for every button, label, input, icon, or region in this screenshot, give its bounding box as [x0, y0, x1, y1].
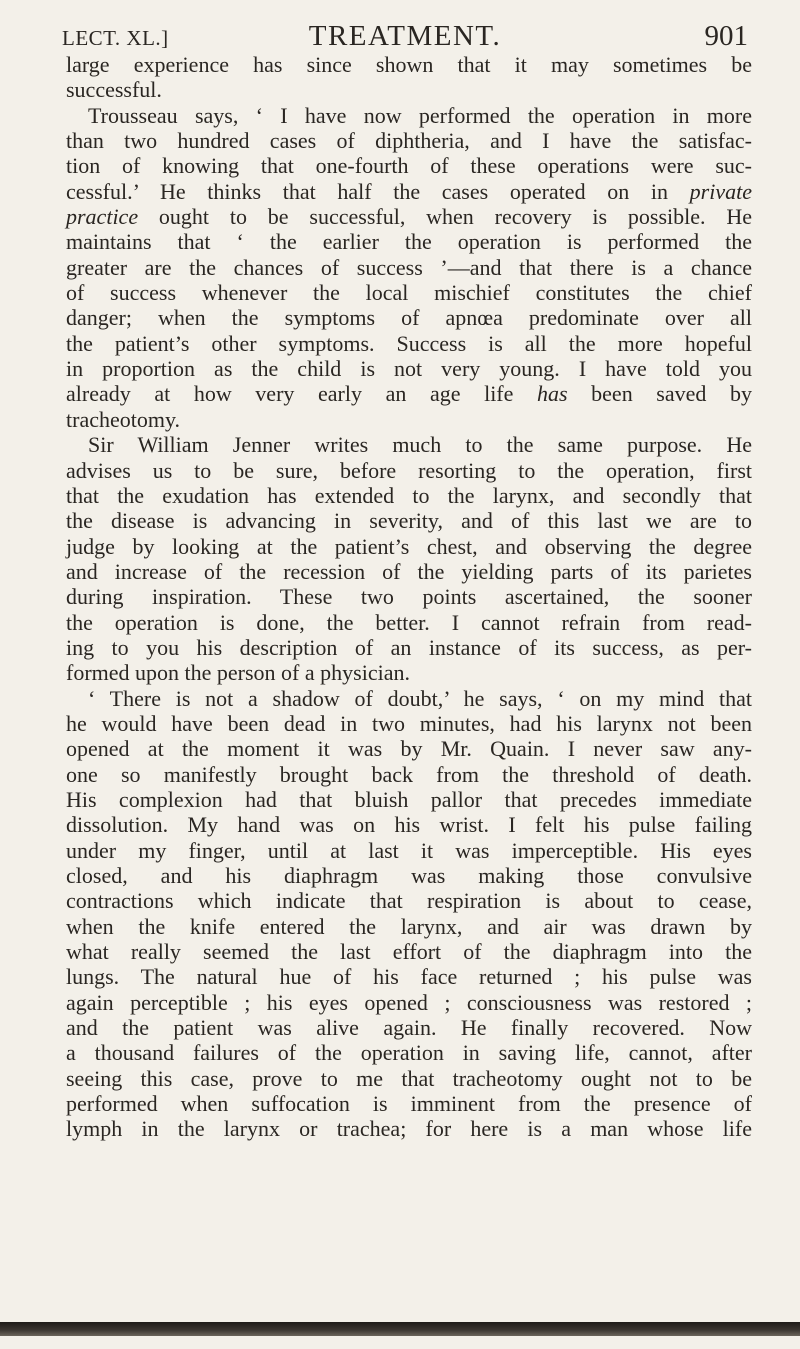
page-edge-rule	[0, 1322, 800, 1336]
text-line: the operation is done, the better. I cannot refrain from read-	[66, 609, 752, 635]
body-text	[66, 52, 752, 1142]
text-line: again perceptible ; his eyes opened ; consciousness was restored ;	[66, 989, 752, 1015]
text-line: he would have been dead in two minutes, had his larynx not been	[66, 710, 752, 736]
page-number: 901	[704, 20, 748, 52]
text-line: judge by looking at the patient’s chest, and observing the degree	[66, 533, 752, 559]
text-line: in proportion as the child is not very young. I have told you	[66, 356, 752, 382]
text-line: when the knife entered the larynx, and air was drawn by	[66, 913, 752, 939]
text-line: seeing this case, prove to me that tracheotomy ought not to be	[66, 1065, 752, 1091]
text-line: His complexion had that bluish pallor that precedes immediate	[66, 786, 752, 812]
running-header	[62, 18, 748, 54]
text-line: under my finger, until at last it was imperceptible. His eyes	[66, 837, 752, 863]
text-line: cessful.’ He thinks that half the cases operated on in private	[66, 178, 752, 204]
text-line: contractions which indicate that respiration is about to cease,	[66, 888, 752, 914]
text-line: maintains that ‘ the earlier the operation is performed the	[66, 229, 752, 255]
text-line: the disease is advancing in severity, and of this last we are to	[66, 508, 752, 534]
text-line: and the patient was alive again. He finally recovered. Now	[66, 1015, 752, 1041]
text-line: ‘ There is not a shadow of doubt,’ he says, ‘ on my mind that	[88, 685, 752, 711]
text-line: what really seemed the last effort of the diaphragm into the	[66, 939, 752, 965]
text-line: closed, and his diaphragm was making those convulsive	[66, 863, 752, 888]
text-line: lungs. The natural hue of his face returned ; his pulse was	[66, 964, 752, 990]
text-line: one so manifestly brought back from the threshold of death.	[66, 761, 752, 787]
text-line: large experience has since shown that it may sometimes be	[66, 52, 752, 77]
text-line: lymph in the larynx or trachea; for here is a man whose life	[66, 1116, 752, 1142]
text-line: Trousseau says, ‘ I have now performed the operation in more	[88, 102, 752, 128]
text-line: performed when suffocation is imminent from the presence of	[66, 1091, 752, 1117]
text-line: tracheotomy.	[66, 406, 181, 432]
text-line: of success whenever the local mischief constitutes the chief	[66, 280, 752, 306]
text-line: tion of knowing that one-fourth of these operations were suc-	[66, 153, 752, 179]
text-line: dissolution. My hand was on his wrist. I felt his pulse failing	[66, 812, 752, 838]
text-line: already at how very early an age life has been saved by	[66, 381, 752, 407]
text-line: and increase of the recession of the yielding parts of its parietes	[66, 558, 752, 584]
text-line: Sir William Jenner writes much to the same purpose. He	[88, 432, 752, 458]
text-line: a thousand failures of the operation in saving life, cannot, after	[66, 1040, 752, 1066]
text-line: advises us to be sure, before resorting to the operation, first	[66, 457, 752, 483]
text-line: danger; when the symptoms of apnœa predominate over all	[66, 305, 752, 331]
text-line: the patient’s other symptoms. Success is all the more hopeful	[66, 330, 752, 356]
text-line: ing to you his description of an instance of its success, as per-	[66, 634, 752, 660]
text-line: opened at the moment it was by Mr. Quain. I never saw any-	[66, 736, 752, 762]
text-line: formed upon the person of a physician.	[66, 660, 410, 686]
text-line: greater are the chances of success ’—and that there is a chance	[66, 254, 752, 280]
lecture-label: LECT. XL.]	[62, 26, 169, 50]
text-line: successful.	[66, 77, 162, 103]
text-line: than two hundred cases of diphtheria, and I have the satisfac-	[66, 128, 752, 154]
text-line: during inspiration. These two points ascertained, the sooner	[66, 584, 752, 610]
text-line: practice ought to be successful, when recovery is possible. He	[66, 204, 752, 230]
chapter-title: TREATMENT.	[308, 20, 502, 52]
text-line: that the exudation has extended to the larynx, and secondly that	[66, 482, 752, 508]
